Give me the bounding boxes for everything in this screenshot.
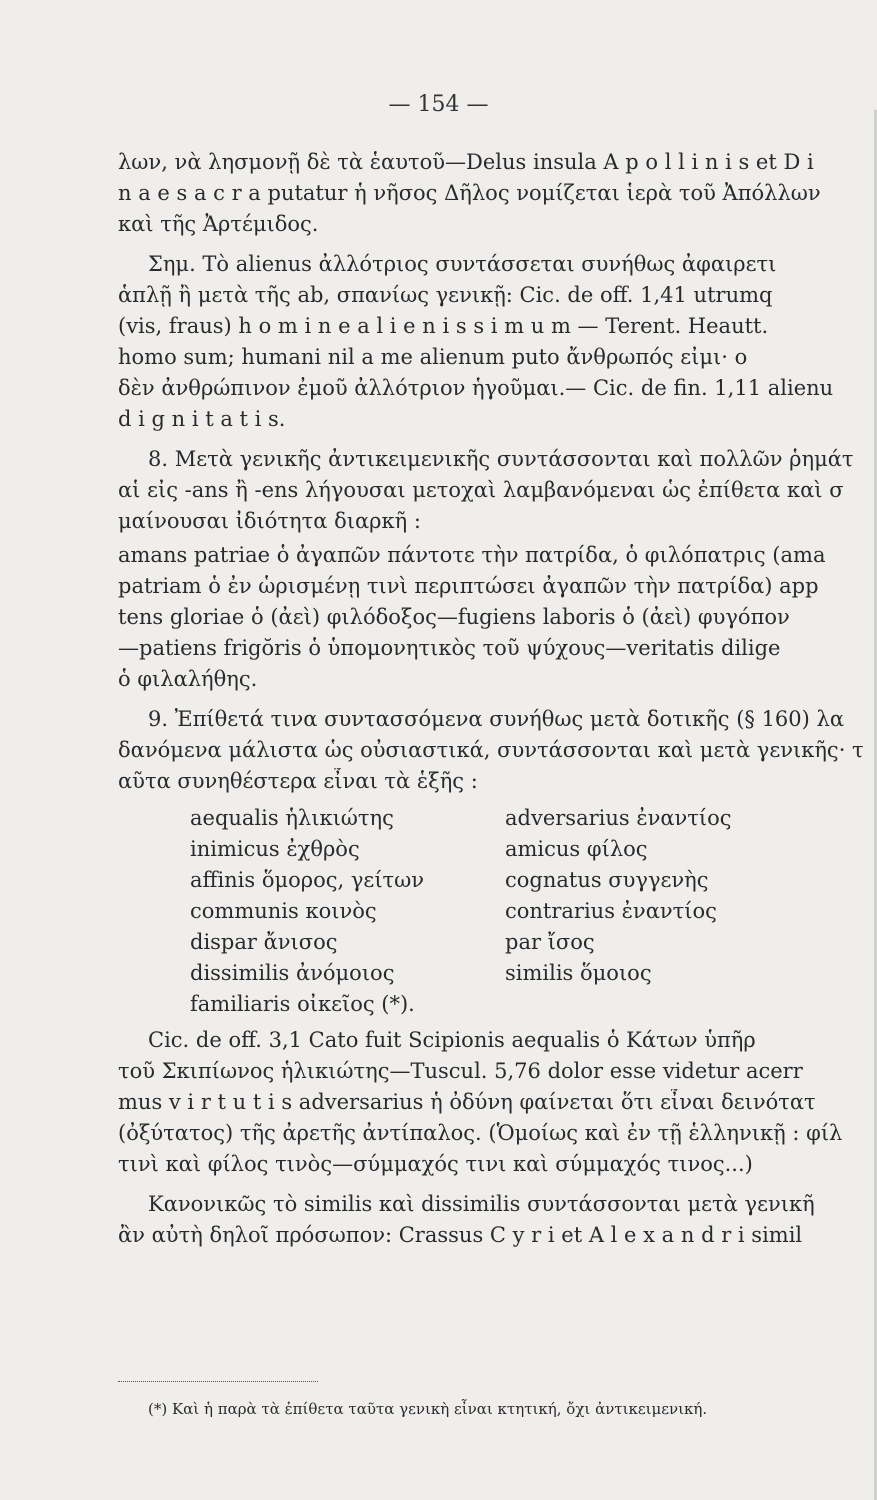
text-line: τινὶ καὶ φίλος τινὸς—σύμμαχός τινι καὶ σύμμαχός τινος...) (118, 1152, 753, 1176)
table-left-cell: dissimilis ἀνόμοιος (190, 961, 395, 985)
table-right-cell: par ἴσος (505, 930, 595, 954)
text-line: δὲν ἀνθρώπινον ἐμοῦ ἀλλότριον ἡγοῦμαι.— Cic. de fin. 1,11 alienu (118, 376, 834, 400)
text-line: tens gloriae ὁ (ἀεὶ) φιλόδοξος—fugiens laboris ὁ (ἀεὶ) φυγόπον (118, 605, 790, 629)
table-right-cell: adversarius ἐναντίος (505, 806, 732, 830)
footnote: (*) Καὶ ἡ παρὰ τὰ ἐπίθετα ταῦτα γενικὴ εἶναι κτητική, ὄχι ἀντικειμενική. (148, 1400, 708, 1418)
text-line: μαίνουσαι ἰδιότητα διαρκῆ : (118, 509, 421, 533)
text-line: τοῦ Σκιπίωνος ἡλικιώτης—Tuscul. 5,76 dolor esse videtur acerr (118, 1059, 803, 1083)
text-line: καὶ τῆς Ἀρτέμιδος. (118, 212, 319, 236)
text-line: ἂν αὐτὴ δηλοῖ πρόσωπον: Crassus C y r i et A l e x a n d r i simil (118, 1223, 803, 1247)
table-left-cell: inimicus ἐχθρὸς (190, 837, 360, 861)
text-line: (ὀξύτατος) τῆς ἀρετῆς ἀντίπαλος. (Ὁμοίως καὶ ἐν τῇ ἑλληνικῇ : φίλ (118, 1121, 843, 1145)
table-left-cell: affinis ὅμορος, γείτων (190, 868, 425, 892)
text-line: mus v i r t u t i s adversarius ἡ ὀδύνη φαίνεται ὅτι εἶναι δεινότατ (118, 1090, 816, 1114)
text-line: —patiens frigŏris ὁ ὑπομονητικὸς τοῦ ψύχους—veritatis dilige (118, 636, 781, 660)
text-line: αἱ εἰς -ans ἢ -ens λήγουσαι μετοχαὶ λαμβανόμεναι ὡς ἐπίθετα καὶ σ (118, 478, 844, 502)
text-line: 8. Μετὰ γενικῆς ἀντικειμενικῆς συντάσσονται καὶ πολλῶν ῥημάτ (148, 447, 854, 471)
text-line: ὁ φιλαλήθης. (118, 667, 258, 691)
text-line: Κανονικῶς τὸ similis καὶ dissimilis συντάσσονται μετὰ γενικῆ (148, 1192, 815, 1216)
text-line: λων, νὰ λησμονῇ δὲ τὰ ἑαυτοῦ—Delus insula A p o l l i n i s et D i (118, 150, 814, 174)
table-right-cell: amicus φίλος (505, 837, 648, 861)
table-left-cell: dispar ἄνισος (190, 930, 338, 954)
table-right-cell: cognatus συγγενὴς (505, 868, 709, 892)
table-right-cell: similis ὅμοιος (505, 961, 652, 985)
table-left-cell: communis κοινὸς (190, 899, 377, 923)
text-line: (vis, fraus) h o m i n e a l i e n i s s i m u m — Terent. Heautt. (118, 314, 769, 338)
text-line: Σημ. Τὸ alienus ἀλλότριος συντάσσεται συνήθως ἀφαιρετι (148, 252, 777, 276)
text-line: ἁπλῇ ἢ μετὰ τῆς ab, σπανίως γενικῇ: Cic. de off. 1,41 utrumq (118, 283, 773, 307)
text-line: 9. Ἐπίθετά τινα συντασσόμενα συνήθως μετὰ δοτικῆς (§ 160) λα (148, 707, 845, 731)
table-left-cell: familiaris οἰκεῖος (*). (190, 992, 415, 1016)
text-line: n a e s a c r a putatur ἡ νῆσος Δῆλος νομίζεται ἱερὰ τοῦ Ἀπόλλων (118, 181, 821, 205)
text-line: homo sum; humani nil a me alienum puto ἄνθρωπός εἰμι· ο (118, 345, 748, 369)
table-right-cell: contrarius ἐναντίος (505, 899, 717, 923)
page-number: — 154 — (388, 92, 489, 117)
text-line: Cic. de off. 3,1 Cato fuit Scipionis aequalis ὁ Κάτων ὑπῆρ (148, 1028, 756, 1052)
table-left-cell: aequalis ἡλικιώτης (190, 806, 394, 830)
text-line: αῦτα συνηθέστερα εἶναι τὰ ἑξῆς : (118, 769, 478, 793)
footnote-rule (118, 1381, 318, 1382)
text-line: amans patriae ὁ ἀγαπῶν πάντοτε τὴν πατρίδα, ὁ φιλόπατρις (ama (118, 543, 826, 567)
text-line: d i g n i t a t i s. (118, 407, 286, 431)
text-line: patriam ὁ ἐν ὡρισμένῃ τινὶ περιπτώσει ἀγαπῶν τὴν πατρίδα) app (118, 574, 819, 598)
text-line: δανόμενα μάλιστα ὡς οὐσιαστικά, συντάσσονται καὶ μετὰ γενικῆς· τ (118, 738, 864, 762)
